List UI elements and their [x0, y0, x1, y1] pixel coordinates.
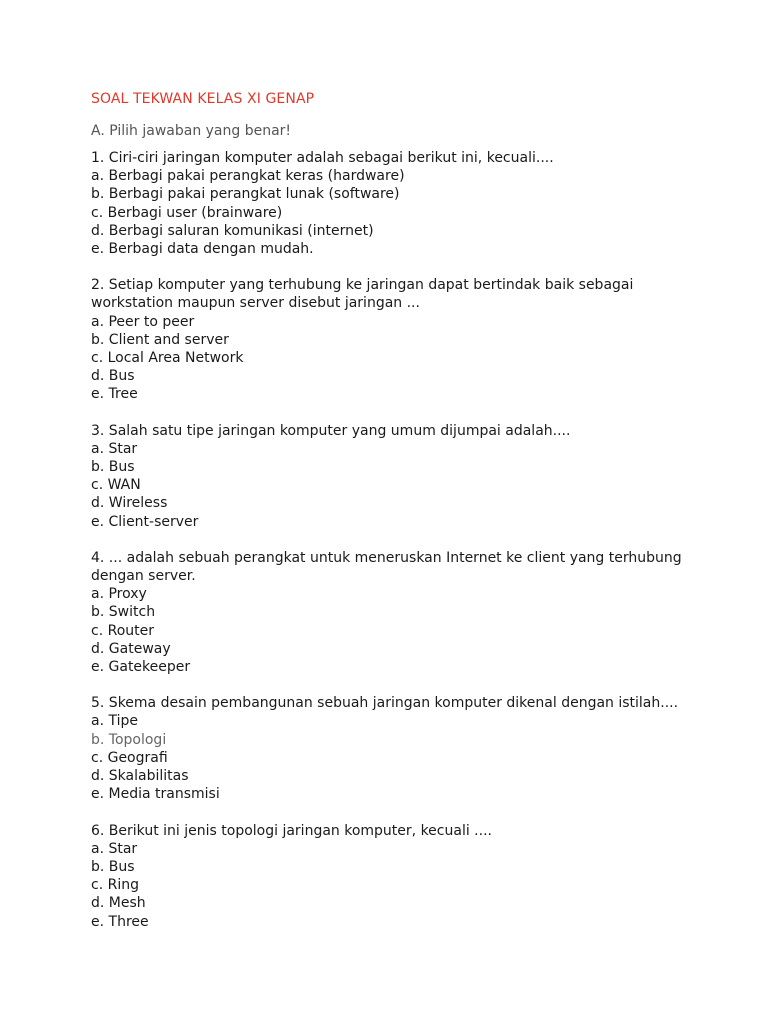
option-a: a. Tipe — [91, 713, 138, 730]
option-e: e. Berbagi data dengan mudah. — [91, 241, 314, 258]
option-c: c. Router — [91, 622, 154, 639]
option-e: e. Three — [91, 913, 149, 930]
option-a: a. Star — [91, 440, 138, 457]
option-d: d. Skalabilitas — [91, 768, 189, 785]
question-text: 3. Salah satu tipe jaringan komputer yang umum dijumpai adalah.... — [91, 422, 571, 439]
option-d: d. Berbagi saluran komunikasi (internet) — [91, 222, 374, 239]
option-a: a. Peer to peer — [91, 313, 195, 330]
option-a: a. Star — [91, 840, 138, 857]
option-a: a. Berbagi pakai perangkat keras (hardware) — [91, 168, 405, 185]
option-d: d. Gateway — [91, 640, 171, 657]
question-6 — [91, 822, 711, 931]
option-b: b. Berbagi pakai perangkat lunak (software) — [91, 186, 400, 203]
question-4 — [91, 549, 711, 676]
question-3 — [91, 422, 711, 531]
question-text: 1. Ciri-ciri jaringan komputer adalah sebagai berikut ini, kecuali.... — [91, 150, 554, 166]
document-title: SOAL TEKWAN KELAS XI GENAP — [91, 91, 315, 107]
option-d: d. Wireless — [91, 495, 168, 512]
option-c: c. Berbagi user (brainware) — [91, 204, 283, 221]
option-d: d. Mesh — [91, 895, 146, 912]
question-text: 5. Skema desain pembangunan sebuah jaringan komputer dikenal dengan istilah.... — [91, 695, 679, 712]
question-text: 2. Setiap komputer yang terhubung ke jaringan dapat bertindak baik sebagai workstation maupun server disebut jaringan ... — [91, 277, 634, 312]
option-b: b. Topologi — [91, 731, 167, 748]
option-c: c. Geografi — [91, 749, 168, 766]
option-b: b. Bus — [91, 858, 135, 875]
question-1 — [91, 149, 711, 258]
option-e: e. Tree — [91, 386, 138, 403]
instruction-text: A. Pilih jawaban yang benar! — [91, 123, 292, 139]
option-a: a. Proxy — [91, 586, 147, 603]
question-text: 4. ... adalah sebuah perangkat untuk meneruskan Internet ke client yang terhubung dengan server. — [91, 549, 682, 585]
question-2 — [91, 276, 711, 403]
option-e: e. Gatekeeper — [91, 659, 191, 676]
option-b: b. Switch — [91, 604, 156, 621]
option-d: d. Bus — [91, 368, 135, 385]
option-c: c. WAN — [91, 477, 141, 494]
option-c: c. Ring — [91, 877, 139, 894]
option-e: e. Media transmisi — [91, 786, 220, 803]
question-5 — [91, 694, 711, 803]
question-text: 6. Berikut ini jenis topologi jaringan komputer, kecuali .... — [91, 822, 492, 839]
option-b: b. Client and server — [91, 331, 229, 348]
option-e: e. Client-server — [91, 513, 199, 530]
option-b: b. Bus — [91, 459, 135, 476]
option-c: c. Local Area Network — [91, 350, 244, 367]
document-page — [91, 90, 711, 949]
